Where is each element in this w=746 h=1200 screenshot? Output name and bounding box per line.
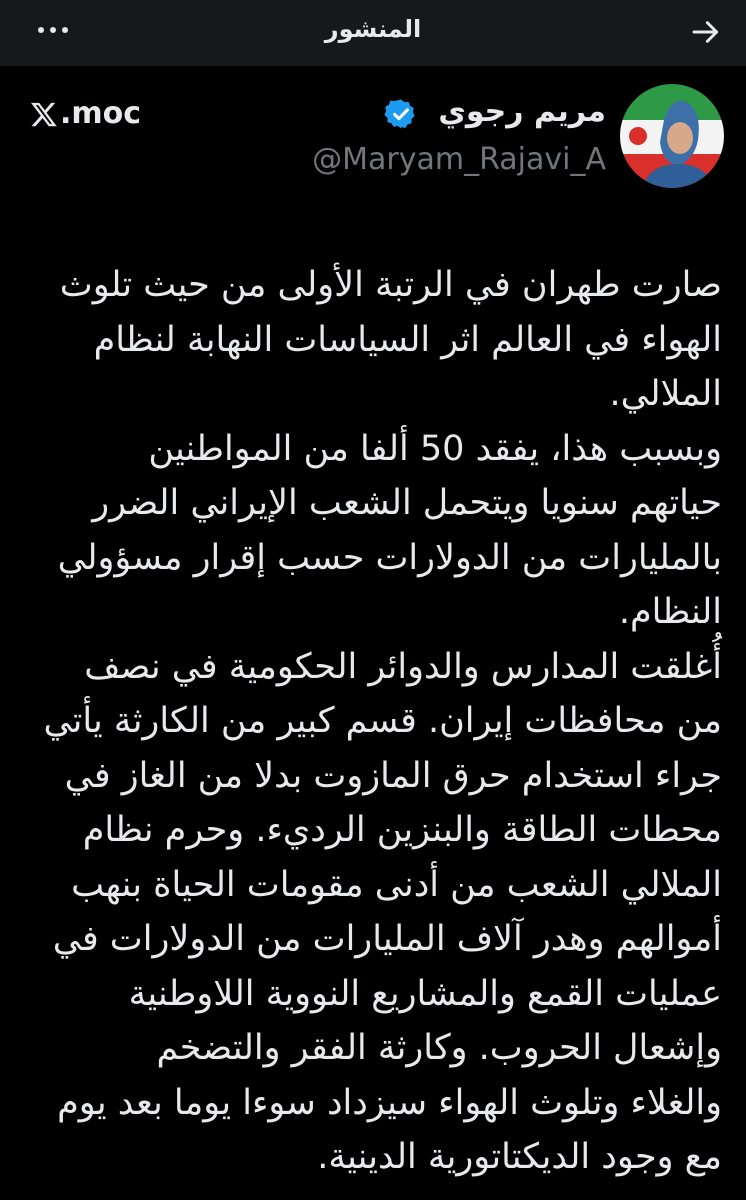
- post-text: [22, 258, 722, 1185]
- x-logo-icon: [30, 100, 58, 128]
- top-bar: [0, 0, 746, 66]
- author-handle[interactable]: @Maryam_Rajavi_A: [312, 142, 606, 177]
- post-line: النظام.: [618, 592, 722, 632]
- post-line: حياتهم سنويا ويتحمل الشعب الإيراني الضرر: [92, 483, 722, 523]
- avatar[interactable]: [620, 84, 724, 188]
- site-label: com.: [60, 96, 142, 131]
- post-line: وبسبب هذا، يفقد 50 ألفا من المواطنين: [148, 428, 722, 469]
- post-line: بالمليارات من الدولارات حسب إقرار مسؤولي: [57, 537, 722, 578]
- post-line: محطات الطاقة والبنزين الرديء. وحرم نظام: [82, 810, 722, 850]
- post-line: الملالي الشعب من أدنى مقومات الحياة بنهب: [71, 864, 722, 905]
- post-line: مع وجود الديكتاتورية الدينية.: [317, 1137, 722, 1177]
- post-line: أموالهم وهدر آلاف المليارات من الدولارات في: [52, 919, 722, 959]
- avatar-image: [620, 84, 724, 188]
- back-arrow-icon[interactable]: [690, 16, 722, 48]
- post-line: صارت طهران في الرتبة الأولى من حيث تلوث: [59, 265, 722, 305]
- post-line: عمليات القمع والمشاريع النووية اللاوطنية: [128, 973, 722, 1014]
- post-line: جراء استخدام حرق المازوت بدلا من الغاز في: [64, 755, 722, 796]
- post-line: الملالي.: [609, 374, 722, 414]
- verified-badge-icon: [384, 97, 418, 131]
- page-title: المنشور: [324, 15, 422, 43]
- post-line: من محافظات إيران. قسم كبير من الكارثة يأتي: [43, 701, 722, 741]
- post-line: والغلاء وتلوث الهواء سيزداد سوءا يوما بعد يوم: [57, 1082, 722, 1123]
- x-com-badge: [30, 96, 141, 131]
- post-line: الهواء في العالم اثر السياسات النهابة لنظام: [93, 319, 722, 360]
- post-line: وإشعال الحروب. وكارثة الفقر والتضخم: [156, 1028, 722, 1068]
- post-line: أُغلقت المدارس والدوائر الحكومية في نصف: [84, 646, 722, 687]
- author-name[interactable]: مريم رجوي: [438, 94, 606, 129]
